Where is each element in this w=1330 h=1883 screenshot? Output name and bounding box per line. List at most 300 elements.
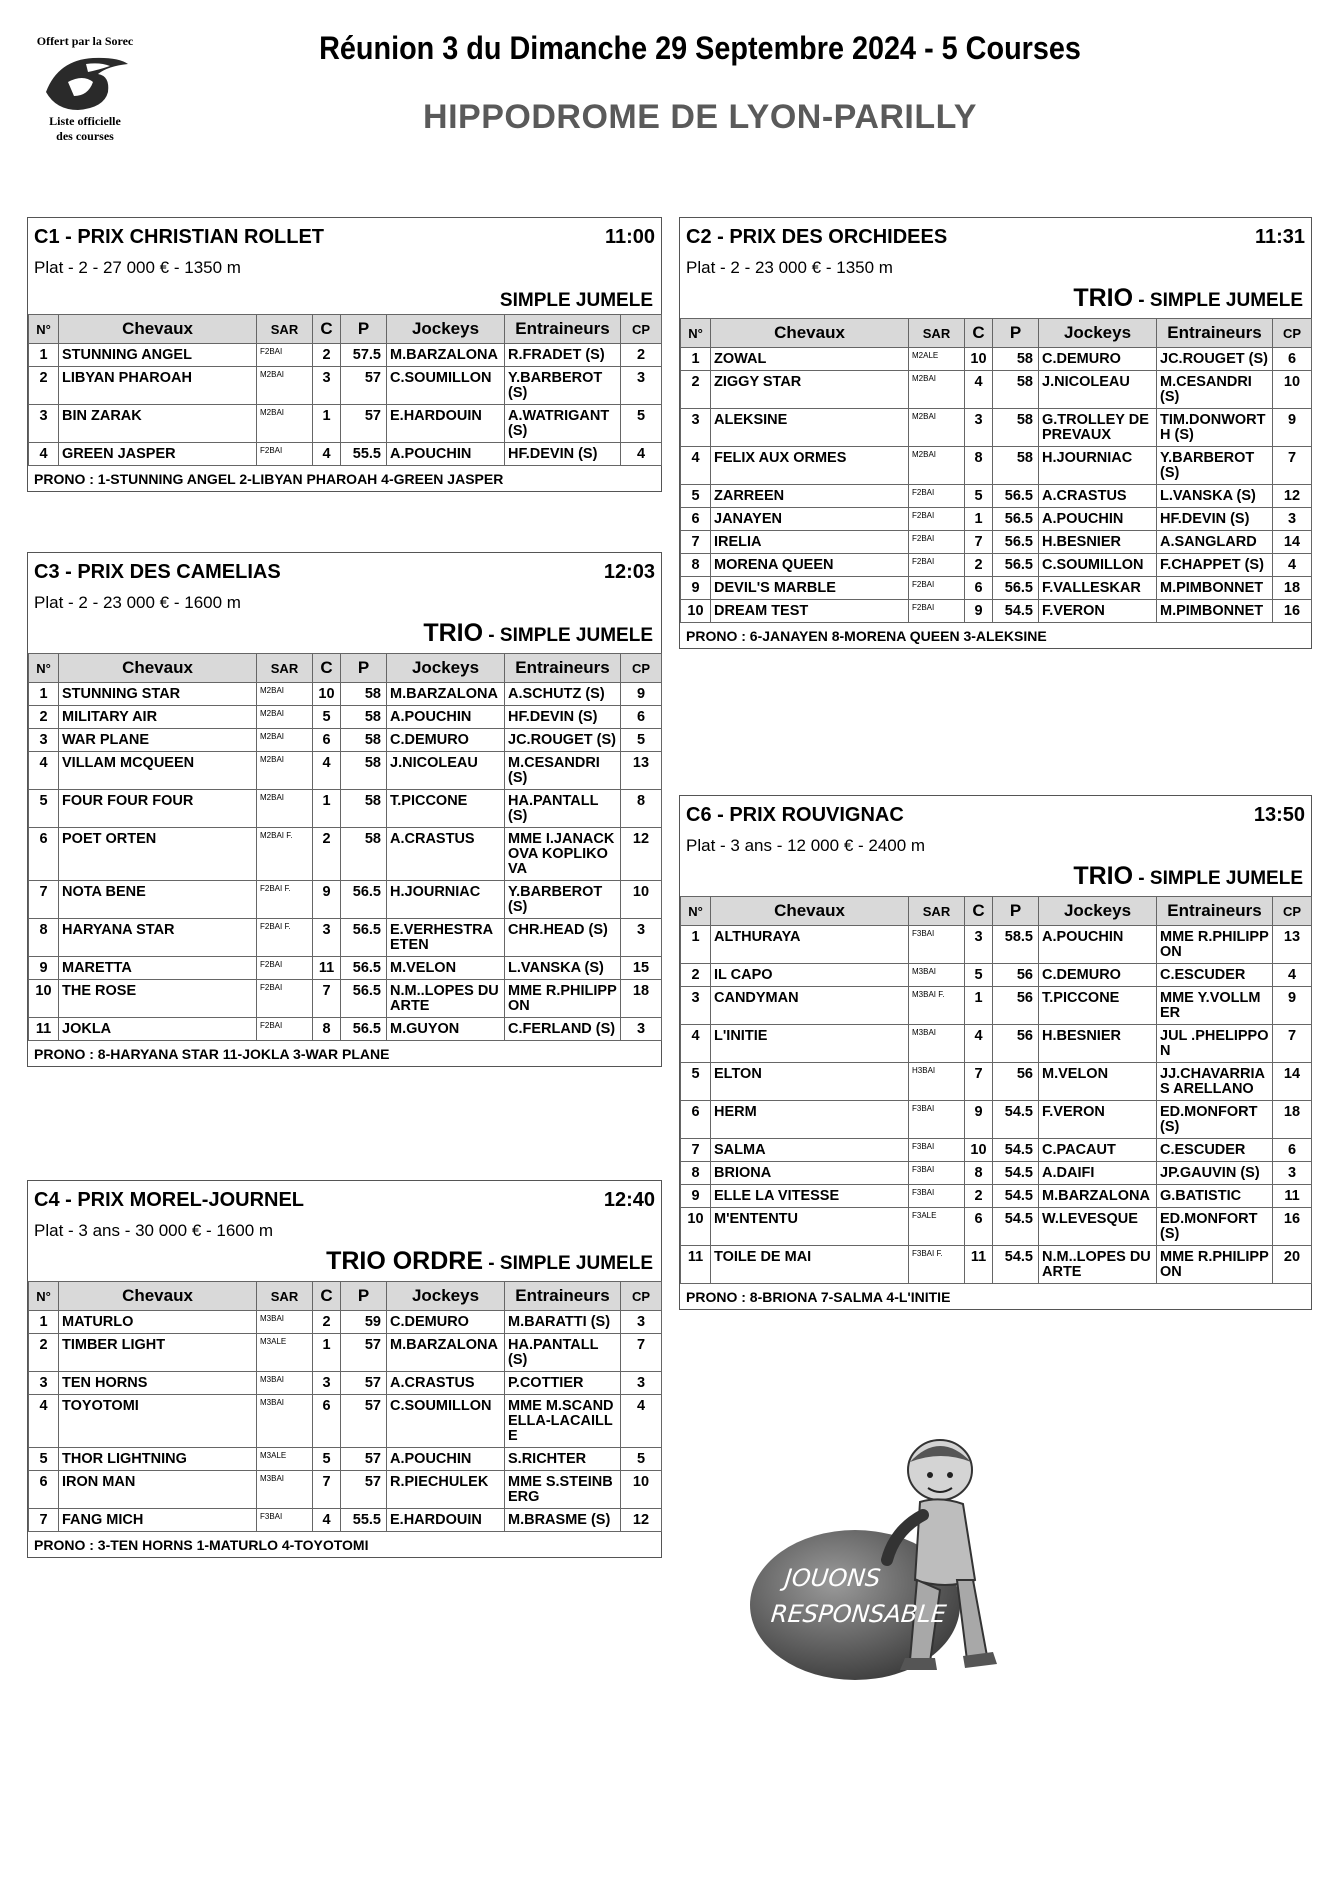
runner-jockey: A.POUCHIN	[387, 443, 505, 466]
runner-sar: M2BAI	[257, 405, 313, 443]
runner-horse: MATURLO	[59, 1311, 257, 1334]
runner-cp: 14	[1273, 531, 1312, 554]
runner-sar: M3BAI	[257, 1311, 313, 1334]
runner-sar: M3ALE	[257, 1448, 313, 1471]
col-p: P	[341, 315, 387, 344]
runner-sar: F2BAI	[909, 600, 965, 623]
table-row	[681, 485, 1312, 508]
runner-trainer: Y.BARBEROT (S)	[1157, 447, 1273, 485]
runner-jockey: C.PACAUT	[1039, 1139, 1157, 1162]
col-horse: Chevaux	[711, 897, 909, 926]
runner-trainer: P.COTTIER	[505, 1372, 621, 1395]
runner-horse: ZARREEN	[711, 485, 909, 508]
runner-cp: 2	[621, 344, 662, 367]
runner-jockey: M.VELON	[1039, 1063, 1157, 1101]
runner-jockey: J.NICOLEAU	[1039, 371, 1157, 409]
runner-cp: 10	[621, 881, 662, 919]
runner-sar: F2BAI	[909, 531, 965, 554]
runner-trainer: JJ.CHAVARRIAS ARELLANO	[1157, 1063, 1273, 1101]
runner-p: 58	[993, 348, 1039, 371]
runner-p: 57.5	[341, 344, 387, 367]
col-c: C	[965, 319, 993, 348]
runner-c: 9	[965, 600, 993, 623]
table-row	[681, 554, 1312, 577]
runner-sar: M3BAI	[257, 1471, 313, 1509]
runner-horse: IRON MAN	[59, 1471, 257, 1509]
runner-horse: SALMA	[711, 1139, 909, 1162]
runner-c: 8	[965, 1162, 993, 1185]
table-row	[29, 1018, 662, 1041]
runner-p: 57	[341, 1471, 387, 1509]
runner-jockey: A.CRASTUS	[387, 1372, 505, 1395]
runner-horse: IRELIA	[711, 531, 909, 554]
runner-jockey: G.TROLLEY DE PREVAUX	[1039, 409, 1157, 447]
runner-p: 56.5	[341, 957, 387, 980]
race-time: 12:40	[603, 1189, 655, 1211]
runner-cp: 16	[1273, 600, 1312, 623]
runner-trainer: A.SCHUTZ (S)	[505, 683, 621, 706]
runner-trainer: L.VANSKA (S)	[505, 957, 621, 980]
table-row	[29, 957, 662, 980]
runner-sar: F2BAI	[909, 508, 965, 531]
runner-p: 56.5	[341, 881, 387, 919]
runner-horse: MILITARY AIR	[59, 706, 257, 729]
runner-cp: 3	[621, 1372, 662, 1395]
table-row	[29, 1334, 662, 1372]
runner-p: 56	[993, 1025, 1039, 1063]
runner-trainer: M.CESANDRI (S)	[1157, 371, 1273, 409]
runner-num: 5	[29, 1448, 59, 1471]
runner-c: 1	[313, 1334, 341, 1372]
runner-trainer: M.BARATTI (S)	[505, 1311, 621, 1334]
runner-c: 6	[965, 577, 993, 600]
runner-p: 55.5	[341, 443, 387, 466]
runner-sar: F2BAI	[909, 485, 965, 508]
runner-cp: 7	[621, 1334, 662, 1372]
runner-sar: M3ALE	[257, 1334, 313, 1372]
runner-sar: F3BAI	[909, 1139, 965, 1162]
table-row	[29, 443, 662, 466]
race-time: 11:31	[1254, 226, 1305, 248]
runner-cp: 18	[621, 980, 662, 1018]
runner-p: 56.5	[341, 919, 387, 957]
runner-jockey: M.GUYON	[387, 1018, 505, 1041]
runner-p: 54.5	[993, 1162, 1039, 1185]
runner-horse: BRIONA	[711, 1162, 909, 1185]
prono: PRONO : 8-BRIONA 7-SALMA 4-L'INITIE	[686, 1289, 951, 1305]
runner-sar: M3BAI	[909, 964, 965, 987]
runner-sar: F2BAI	[257, 443, 313, 466]
runner-trainer: ED.MONFORT (S)	[1157, 1101, 1273, 1139]
table-row	[681, 531, 1312, 554]
runner-c: 7	[313, 1471, 341, 1509]
table-row	[29, 729, 662, 752]
runner-sar: F3BAI	[909, 1162, 965, 1185]
table-row	[29, 980, 662, 1018]
runner-sar: F3BAI	[909, 1185, 965, 1208]
race-card-c2	[679, 217, 1312, 649]
runner-num: 7	[29, 1509, 59, 1532]
runner-jockey: A.DAIFI	[1039, 1162, 1157, 1185]
runner-jockey: F.VERON	[1039, 600, 1157, 623]
runner-trainer: F.CHAPPET (S)	[1157, 554, 1273, 577]
runner-c: 8	[965, 447, 993, 485]
runner-jockey: N.M..LOPES DUARTE	[1039, 1246, 1157, 1284]
runner-cp: 10	[621, 1471, 662, 1509]
runner-num: 6	[681, 508, 711, 531]
runner-num: 4	[681, 1025, 711, 1063]
runner-horse: ALTHURAYA	[711, 926, 909, 964]
table-row	[29, 752, 662, 790]
runner-trainer: C.ESCUDER	[1157, 964, 1273, 987]
runner-p: 56.5	[993, 508, 1039, 531]
runner-num: 2	[681, 371, 711, 409]
runner-c: 8	[313, 1018, 341, 1041]
runner-sar: F2BAI F.	[257, 881, 313, 919]
runner-trainer: JC.ROUGET (S)	[505, 729, 621, 752]
runner-sar: M2BAI F.	[257, 828, 313, 881]
runner-num: 6	[29, 1471, 59, 1509]
runner-num: 6	[29, 828, 59, 881]
bet-types: TRIO - SIMPLE JUMELE	[1073, 284, 1303, 312]
runner-c: 6	[313, 729, 341, 752]
table-row	[681, 1101, 1312, 1139]
runner-jockey: H.BESNIER	[1039, 531, 1157, 554]
runner-sar: F2BAI	[909, 554, 965, 577]
col-horse: Chevaux	[59, 654, 257, 683]
runner-jockey: M.BARZALONA	[387, 683, 505, 706]
runner-num: 11	[29, 1018, 59, 1041]
runner-jockey: C.DEMURO	[1039, 348, 1157, 371]
runner-cp: 3	[621, 919, 662, 957]
runner-p: 58	[341, 706, 387, 729]
table-header-row	[29, 315, 662, 344]
runner-cp: 6	[1273, 348, 1312, 371]
prono: PRONO : 1-STUNNING ANGEL 2-LIBYAN PHAROAH 4-GREEN JASPER	[34, 471, 504, 487]
runner-p: 58	[341, 790, 387, 828]
runner-c: 7	[965, 1063, 993, 1101]
runner-trainer: G.BATISTIC	[1157, 1185, 1273, 1208]
race-conditions: Plat - 2 - 27 000 € - 1350 m	[34, 258, 241, 277]
runner-cp: 12	[621, 1509, 662, 1532]
bet-types: SIMPLE JUMELE	[499, 290, 653, 311]
runner-c: 5	[313, 1448, 341, 1471]
runner-num: 1	[29, 1311, 59, 1334]
runner-trainer: Y.BARBEROT (S)	[505, 881, 621, 919]
runner-p: 58	[341, 729, 387, 752]
runner-num: 3	[681, 987, 711, 1025]
runner-cp: 15	[621, 957, 662, 980]
runner-sar: M2BAI	[257, 367, 313, 405]
table-row	[681, 348, 1312, 371]
runner-sar: M3BAI	[909, 1025, 965, 1063]
runner-jockey: C.DEMURO	[387, 729, 505, 752]
prono: PRONO : 8-HARYANA STAR 11-JOKLA 3-WAR PLANE	[34, 1046, 390, 1062]
runner-cp: 18	[1273, 577, 1312, 600]
runner-trainer: Y.BARBEROT (S)	[505, 367, 621, 405]
runner-trainer: MME R.PHILIPPON	[1157, 926, 1273, 964]
runners-table	[28, 314, 662, 466]
runner-num: 4	[29, 443, 59, 466]
runner-c: 3	[313, 919, 341, 957]
runner-c: 10	[313, 683, 341, 706]
runner-cp: 4	[1273, 554, 1312, 577]
runner-sar: F2BAI	[909, 577, 965, 600]
table-row	[29, 405, 662, 443]
runner-sar: M3BAI	[257, 1395, 313, 1448]
runner-trainer: S.RICHTER	[505, 1448, 621, 1471]
runner-horse: ELTON	[711, 1063, 909, 1101]
runner-c: 9	[313, 881, 341, 919]
runner-jockey: E.HARDOUIN	[387, 405, 505, 443]
table-row	[29, 1395, 662, 1448]
runner-horse: DREAM TEST	[711, 600, 909, 623]
runner-horse: CANDYMAN	[711, 987, 909, 1025]
runner-p: 56	[993, 964, 1039, 987]
bet-types: TRIO - SIMPLE JUMELE	[1073, 862, 1303, 890]
runner-p: 54.5	[993, 1139, 1039, 1162]
col-c: C	[313, 1282, 341, 1311]
runner-num: 8	[681, 554, 711, 577]
runner-num: 9	[681, 1185, 711, 1208]
col-p: P	[993, 319, 1039, 348]
runner-c: 2	[965, 554, 993, 577]
runner-jockey: M.VELON	[387, 957, 505, 980]
runner-horse: FANG MICH	[59, 1509, 257, 1532]
col-horse: Chevaux	[59, 315, 257, 344]
runner-horse: MARETTA	[59, 957, 257, 980]
runner-c: 6	[313, 1395, 341, 1448]
runner-jockey: T.PICCONE	[387, 790, 505, 828]
table-row	[681, 409, 1312, 447]
runner-cp: 14	[1273, 1063, 1312, 1101]
runner-num: 1	[681, 348, 711, 371]
col-jockey: Jockeys	[387, 1282, 505, 1311]
runner-cp: 9	[1273, 409, 1312, 447]
page-title: Réunion 3 du Dimanche 29 Septembre 2024 - 5 Courses	[319, 30, 1081, 66]
race-time: 12:03	[603, 561, 655, 583]
runner-jockey: A.POUCHIN	[387, 706, 505, 729]
runner-trainer: JC.ROUGET (S)	[1157, 348, 1273, 371]
race-card-c1	[27, 217, 662, 492]
runner-horse: TEN HORNS	[59, 1372, 257, 1395]
table-row	[681, 371, 1312, 409]
runner-trainer: L.VANSKA (S)	[1157, 485, 1273, 508]
col-horse: Chevaux	[711, 319, 909, 348]
runner-c: 1	[965, 508, 993, 531]
runner-num: 8	[681, 1162, 711, 1185]
runner-cp: 6	[1273, 1139, 1312, 1162]
runner-p: 57	[341, 1395, 387, 1448]
runner-num: 2	[29, 367, 59, 405]
runner-cp: 13	[1273, 926, 1312, 964]
runner-jockey: M.BARZALONA	[387, 344, 505, 367]
table-row	[29, 344, 662, 367]
runner-horse: THOR LIGHTNING	[59, 1448, 257, 1471]
col-jockey: Jockeys	[387, 654, 505, 683]
runner-p: 54.5	[993, 1246, 1039, 1284]
runner-jockey: A.POUCHIN	[387, 1448, 505, 1471]
runner-trainer: C.ESCUDER	[1157, 1139, 1273, 1162]
col-trainer: Entraineurs	[505, 1282, 621, 1311]
runner-jockey: M.BARZALONA	[387, 1334, 505, 1372]
bet-types: TRIO ORDRE - SIMPLE JUMELE	[326, 1247, 653, 1275]
table-row	[29, 367, 662, 405]
runner-c: 4	[965, 371, 993, 409]
runner-cp: 5	[621, 405, 662, 443]
race-conditions: Plat - 2 - 23 000 € - 1350 m	[686, 258, 893, 277]
runner-p: 56.5	[993, 577, 1039, 600]
runner-p: 56	[993, 1063, 1039, 1101]
runner-jockey: C.SOUMILLON	[387, 367, 505, 405]
table-header-row	[681, 319, 1312, 348]
jouons-responsable-text: JOUONS RESPONSABLE	[769, 1564, 948, 1628]
runner-horse: VILLAM MCQUEEN	[59, 752, 257, 790]
runner-num: 7	[29, 881, 59, 919]
runner-jockey: H.BESNIER	[1039, 1025, 1157, 1063]
runner-cp: 3	[621, 1018, 662, 1041]
race-name: C3 - PRIX DES CAMELIAS	[34, 561, 281, 583]
runner-horse: NOTA BENE	[59, 881, 257, 919]
runner-trainer: MME I.JANACKOVA KOPLIKOVA	[505, 828, 621, 881]
col-sar: SAR	[257, 315, 313, 344]
race-time: 13:50	[1253, 804, 1305, 826]
runner-trainer: A.WATRIGANT (S)	[505, 405, 621, 443]
runner-num: 11	[681, 1246, 711, 1284]
runner-cp: 9	[1273, 987, 1312, 1025]
runner-trainer: HF.DEVIN (S)	[1157, 508, 1273, 531]
col-jockey: Jockeys	[1039, 319, 1157, 348]
runner-jockey: H.JOURNIAC	[387, 881, 505, 919]
runner-c: 5	[313, 706, 341, 729]
race-name: C6 - PRIX ROUVIGNAC	[686, 804, 904, 826]
runner-cp: 3	[621, 1311, 662, 1334]
runner-horse: HERM	[711, 1101, 909, 1139]
race-conditions: Plat - 3 ans - 30 000 € - 1600 m	[34, 1221, 274, 1240]
table-row	[29, 683, 662, 706]
prono: PRONO : 6-JANAYEN 8-MORENA QUEEN 3-ALEKSINE	[686, 628, 1047, 644]
runner-trainer: R.FRADET (S)	[505, 344, 621, 367]
runner-jockey: M.BARZALONA	[1039, 1185, 1157, 1208]
runner-cp: 7	[1273, 447, 1312, 485]
runners-table	[28, 1281, 662, 1532]
runner-p: 58	[993, 447, 1039, 485]
col-cp: CP	[1273, 319, 1312, 348]
col-num: N°	[29, 654, 59, 683]
col-c: C	[313, 654, 341, 683]
runner-c: 2	[965, 1185, 993, 1208]
runner-cp: 5	[621, 1448, 662, 1471]
race-name: C4 - PRIX MOREL-JOURNEL	[34, 1189, 305, 1211]
col-jockey: Jockeys	[387, 315, 505, 344]
runner-c: 4	[313, 1509, 341, 1532]
runner-c: 7	[313, 980, 341, 1018]
runner-sar: F2BAI	[257, 957, 313, 980]
col-p: P	[341, 654, 387, 683]
runner-sar: F3BAI	[909, 926, 965, 964]
runner-num: 1	[29, 344, 59, 367]
runner-jockey: T.PICCONE	[1039, 987, 1157, 1025]
table-row	[681, 508, 1312, 531]
runner-c: 3	[313, 1372, 341, 1395]
runner-horse: JANAYEN	[711, 508, 909, 531]
runner-trainer: HA.PANTALL (S)	[505, 790, 621, 828]
col-sar: SAR	[257, 654, 313, 683]
runner-p: 56.5	[993, 554, 1039, 577]
runner-num: 10	[681, 600, 711, 623]
col-c: C	[965, 897, 993, 926]
table-row	[681, 447, 1312, 485]
runner-sar: F2BAI	[257, 980, 313, 1018]
runner-num: 5	[29, 790, 59, 828]
runner-jockey: E.HARDOUIN	[387, 1509, 505, 1532]
runner-sar: F2BAI F.	[257, 919, 313, 957]
runner-trainer: M.PIMBONNET	[1157, 600, 1273, 623]
runner-c: 1	[313, 405, 341, 443]
table-row	[29, 706, 662, 729]
runner-c: 10	[965, 348, 993, 371]
runner-horse: WAR PLANE	[59, 729, 257, 752]
runner-num: 5	[681, 485, 711, 508]
horse-head-icon	[38, 52, 133, 114]
runner-p: 57	[341, 405, 387, 443]
runner-horse: LIBYAN PHAROAH	[59, 367, 257, 405]
runner-cp: 4	[1273, 964, 1312, 987]
runner-sar: M2BAI	[257, 729, 313, 752]
runner-horse: M'ENTENTU	[711, 1208, 909, 1246]
table-header-row	[681, 897, 1312, 926]
runner-trainer: C.FERLAND (S)	[505, 1018, 621, 1041]
runner-horse: THE ROSE	[59, 980, 257, 1018]
table-row	[681, 1246, 1312, 1284]
runner-cp: 3	[621, 367, 662, 405]
runner-p: 54.5	[993, 1101, 1039, 1139]
runner-num: 1	[681, 926, 711, 964]
logo-offered-by: Offert par la Sorec	[36, 34, 134, 48]
col-jockey: Jockeys	[1039, 897, 1157, 926]
runner-num: 3	[29, 405, 59, 443]
runner-trainer: CHR.HEAD (S)	[505, 919, 621, 957]
runner-trainer: JUL .PHELIPPON	[1157, 1025, 1273, 1063]
runner-p: 58	[993, 409, 1039, 447]
col-num: N°	[681, 319, 711, 348]
runner-c: 1	[965, 987, 993, 1025]
runner-c: 7	[965, 531, 993, 554]
runner-trainer: A.SANGLARD	[1157, 531, 1273, 554]
runner-cp: 18	[1273, 1101, 1312, 1139]
runner-sar: M2BAI	[909, 409, 965, 447]
runner-p: 56.5	[341, 1018, 387, 1041]
col-cp: CP	[621, 654, 662, 683]
runner-horse: STUNNING ANGEL	[59, 344, 257, 367]
runner-jockey: W.LEVESQUE	[1039, 1208, 1157, 1246]
col-trainer: Entraineurs	[1157, 897, 1273, 926]
runner-horse: JOKLA	[59, 1018, 257, 1041]
runner-c: 10	[965, 1139, 993, 1162]
runner-p: 58.5	[993, 926, 1039, 964]
prono: PRONO : 3-TEN HORNS 1-MATURLO 4-TOYOTOMI	[34, 1537, 369, 1553]
runner-p: 58	[341, 683, 387, 706]
runner-sar: M3BAI F.	[909, 987, 965, 1025]
col-p: P	[993, 897, 1039, 926]
runner-cp: 4	[621, 1395, 662, 1448]
runner-jockey: C.SOUMILLON	[1039, 554, 1157, 577]
runner-c: 9	[965, 1101, 993, 1139]
runner-num: 3	[29, 729, 59, 752]
runner-c: 2	[313, 828, 341, 881]
runner-c: 3	[965, 926, 993, 964]
runner-cp: 10	[1273, 371, 1312, 409]
